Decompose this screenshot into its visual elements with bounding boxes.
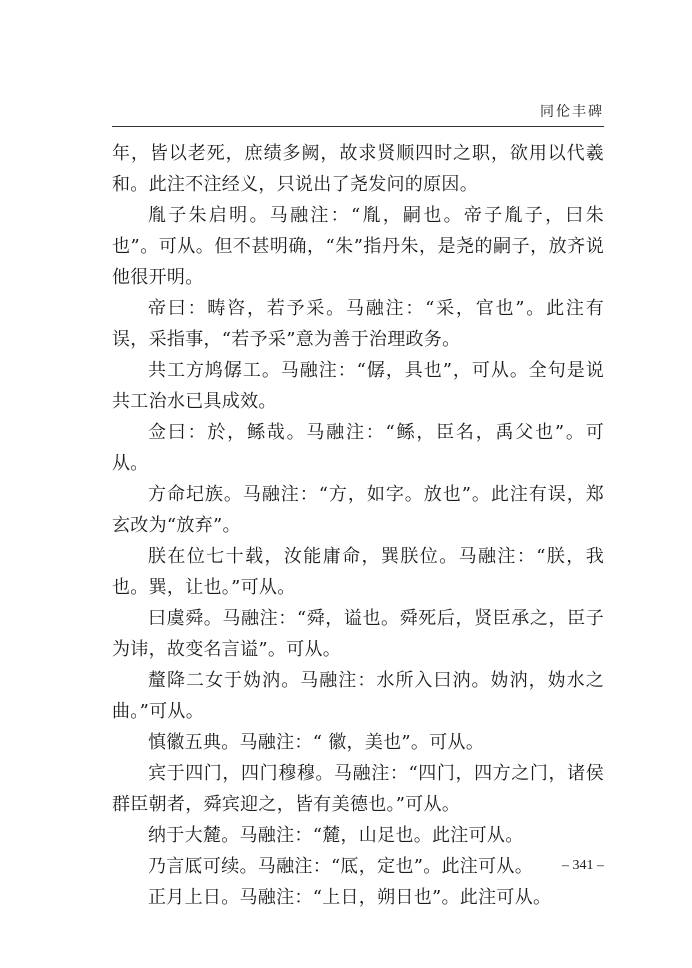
running-header-title: 同伦丰碑 — [540, 104, 604, 120]
paragraph: 釐降二女于妫汭。马融注：水所入曰汭。妫汭，妫水之曲。”可从。 — [112, 670, 604, 722]
paragraph: 胤子朱启明。马融注：“胤，嗣也。帝子胤子，曰朱也”。可从。但不甚明确，“朱”指丹朱，是尧的嗣子，放齐说他很开明。 — [112, 205, 604, 288]
paragraph: 佥曰：於，鲧哉。马融注：“鲧，臣名，禹父也”。可从。 — [112, 422, 604, 474]
paragraph: 宾于四门，四门穆穆。马融注：“四门，四方之门，诸侯群臣朝者，舜宾迎之，皆有美德也。”可从。 — [112, 763, 604, 815]
paragraph: 年，皆以老死，庶绩多阙，故求贤顺四时之职，欲用以代羲和。此注不注经义，只说出了尧发问的原因。 — [112, 143, 604, 195]
page-number: – 341 – — [562, 858, 604, 873]
paragraph: 方命圮族。马融注：“方，如字。放也”。此注有误，郑玄改为“放弃”。 — [112, 484, 604, 536]
header-divider — [112, 126, 604, 127]
page-body — [112, 138, 604, 913]
paragraph: 共工方鸠僝工。马融注：“僝，具也”，可从。全句是说共工治水已具成效。 — [112, 360, 604, 412]
paragraph: 乃言厎可续。马融注：“厎，定也”。此注可从。 — [148, 856, 534, 877]
paragraph: 慎徽五典。马融注：“ 徽，美也”。可从。 — [148, 732, 485, 753]
paragraph: 朕在位七十载，汝能庸命，巽朕位。马融注：“朕，我也。巽，让也。”可从。 — [112, 546, 604, 598]
paragraph: 正月上日。马融注：“上日，朔日也”。此注可从。 — [148, 887, 552, 908]
paragraph: 帝曰：畴咨，若予采。马融注：“采，官也”。此注有误，采指事，“若予采”意为善于治理政务。 — [112, 298, 604, 350]
paragraph: 曰虞舜。马融注：“舜，谥也。舜死后，贤臣承之，臣子为讳，故变名言谥”。可从。 — [112, 608, 604, 660]
paragraph: 纳于大麓。马融注：“麓，山足也。此注可从。 — [148, 825, 524, 846]
